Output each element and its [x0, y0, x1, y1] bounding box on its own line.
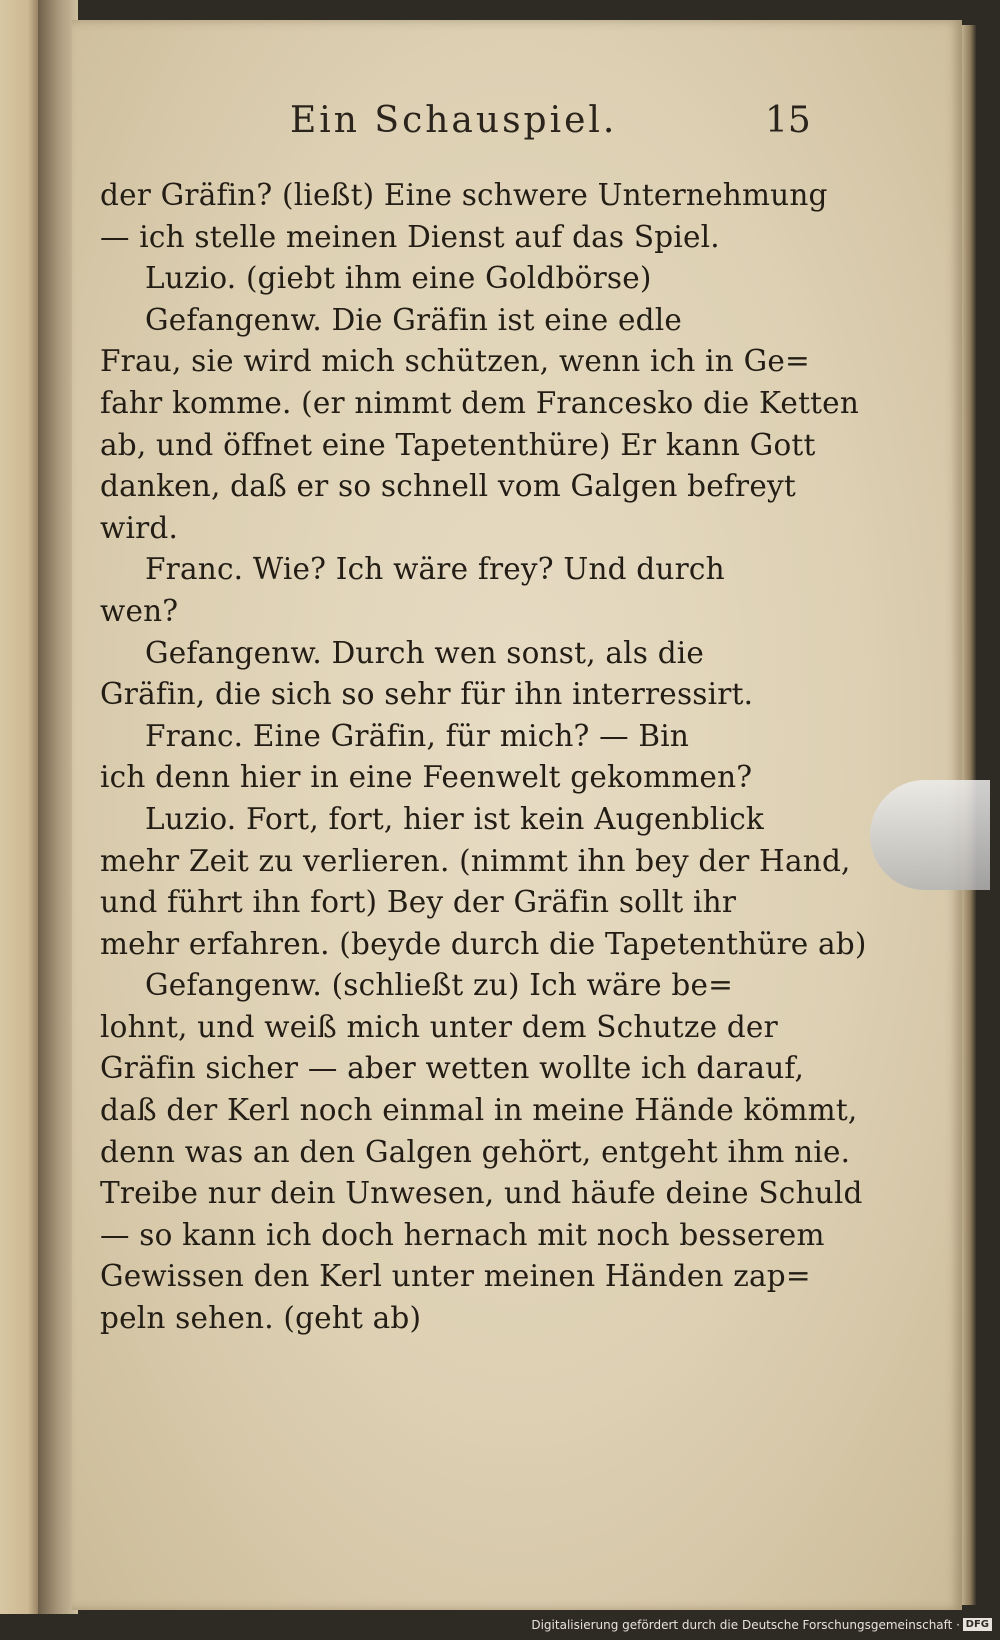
dfg-badge: DFG	[963, 1618, 992, 1631]
text-line: denn was an den Galgen gehört, entgeht ihm nie.	[100, 1134, 851, 1169]
left-page-edge	[0, 0, 40, 1640]
page-number: 15	[765, 100, 811, 141]
text-line: Gefangenw. Die Gräfin ist eine edle	[145, 302, 683, 337]
body-text	[100, 175, 867, 1340]
text-line: Gewissen den Kerl unter meinen Händen zap=	[100, 1259, 811, 1294]
text-line: Franc. Wie? Ich wäre frey? Und durch	[145, 552, 725, 587]
text-line: Treibe nur dein Unwesen, und häufe deine Schuld	[100, 1176, 863, 1211]
text-line: Frau, sie wird mich schützen, wenn ich in Ge=	[100, 344, 810, 379]
text-line: daß der Kerl noch einmal in meine Hände kömmt,	[100, 1093, 858, 1128]
running-title: Ein Schauspiel.	[290, 100, 618, 141]
text-line: Luzio. (giebt ihm eine Goldbörse)	[145, 261, 652, 296]
text-line: Luzio. Fort, fort, hier ist kein Augenblick	[145, 801, 764, 836]
text-line: und führt ihn fort) Bey der Gräfin sollt ihr	[100, 885, 737, 920]
footer-credit: Digitalisierung gefördert durch die Deutsche Forschungsgemeinschaft ·	[531, 1618, 960, 1632]
text-line: Gräfin sicher — aber wetten wollte ich darauf,	[100, 1051, 805, 1086]
text-line: — ich stelle meinen Dienst auf das Spiel.	[100, 219, 720, 254]
text-line: Franc. Eine Gräfin, für mich? — Bin	[145, 718, 690, 753]
text-line: Gefangenw. Durch wen sonst, als die	[145, 635, 705, 670]
page-tab-icon	[870, 780, 990, 890]
text-line: — so kann ich doch hernach mit noch besserem	[100, 1217, 825, 1252]
text-line: mehr Zeit zu verlieren. (nimmt ihn bey der Hand,	[100, 843, 851, 878]
text-line: mehr erfahren. (beyde durch die Tapetenthüre ab)	[100, 926, 867, 961]
text-line: Gräfin, die sich so sehr für ihn interressirt.	[100, 677, 754, 712]
text-line: wen?	[100, 593, 179, 628]
text-line: ab, und öffnet eine Tapetenthüre) Er kann Gott	[100, 427, 816, 462]
text-line: danken, daß er so schnell vom Galgen befreyt	[100, 469, 796, 504]
text-line: Gefangenw. (schließt zu) Ich wäre be=	[145, 968, 734, 1003]
text-line: wird.	[100, 510, 179, 545]
text-line: fahr komme. (er nimmt dem Francesko die Ketten	[100, 385, 860, 420]
text-line: lohnt, und weiß mich unter dem Schutze der	[100, 1009, 778, 1044]
text-line: ich denn hier in eine Feenwelt gekommen?	[100, 760, 753, 795]
text-line: peln sehen. (geht ab)	[100, 1301, 422, 1336]
footer-bar	[0, 1614, 1000, 1640]
text-line: der Gräfin? (ließt) Eine schwere Unternehmung	[100, 178, 828, 212]
